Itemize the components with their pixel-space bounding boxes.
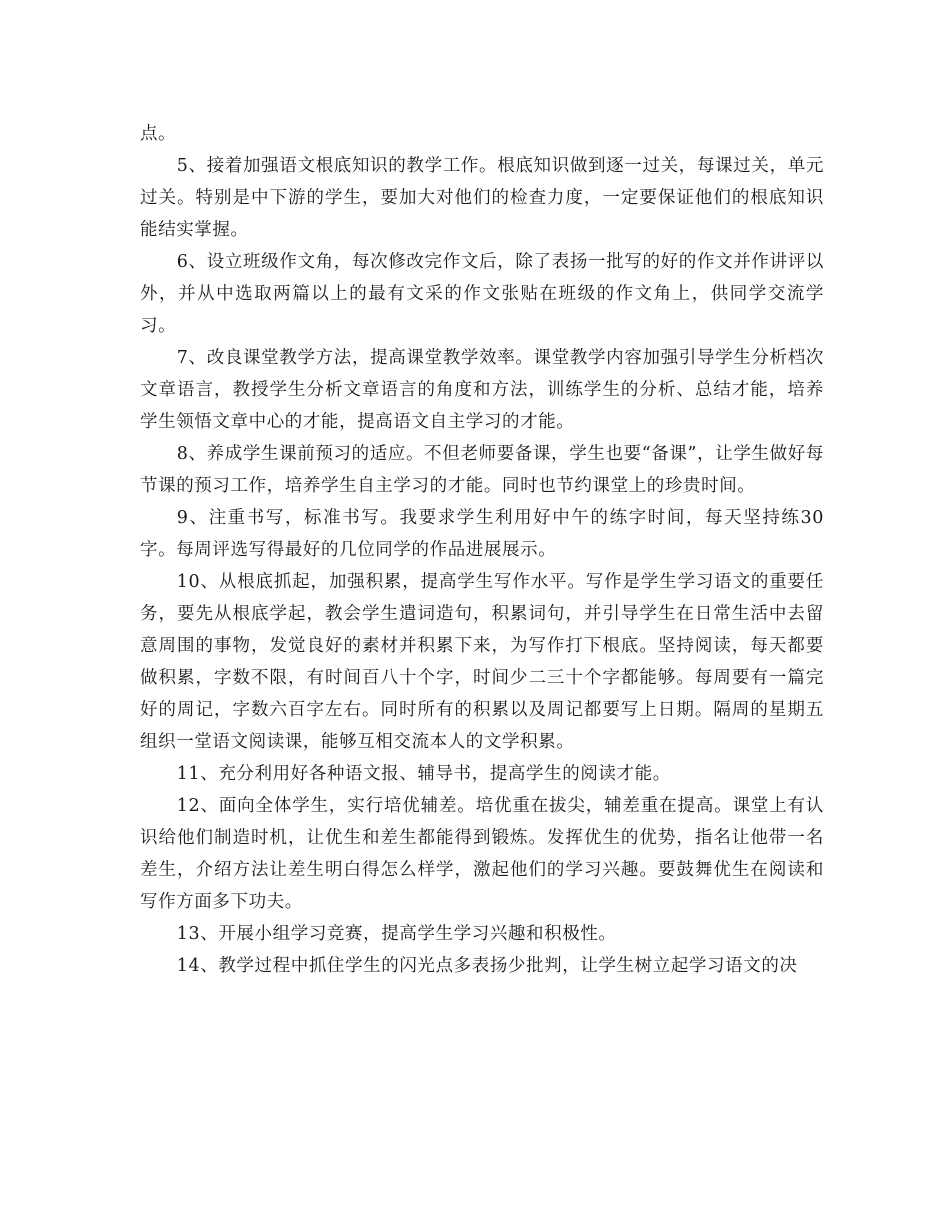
document-body (140, 118, 824, 982)
paragraph-item-10: 10、从根底抓起，加强积累，提高学生写作水平。写作是学生学习语文的重要任务，要先从根底学起，教会学生遣词造句，积累词句，并引导学生在日常生活中去留意周围的事物，发觉良好的素材并积累下来，为写作打下根底。坚持阅读，每天都要做积累，字数不限，有时间百八十个字，时间少二三十个字都能够。每周要有一篇完好的周记，字数六百字左右。同时所有的积累以及周记都要写上日期。隔周的星期五组织一堂语文阅读课，能够互相交流本人的文学积累。 (140, 572, 824, 752)
paragraph-item-6: 6、设立班级作文角，每次修改完作文后，除了表扬一批写的好的作文并作讲评以外，并从中选取两篇以上的最有文采的作文张贴在班级的作文角上，供同学交流学习。 (140, 252, 824, 336)
paragraph-item-7: 7、改良课堂教学方法，提高课堂教学效率。课堂教学内容加强引导学生分析档次文章语言，教授学生分析文章语言的角度和方法，训练学生的分析、总结才能，培养学生领悟文章中心的才能，提高语文自主学习的才能。 (140, 348, 824, 432)
paragraph-item-11: 11、充分利用好各种语文报、辅导书，提高学生的阅读才能。 (176, 764, 671, 784)
paragraph-item-9: 9、注重书写，标准书写。我要求学生利用好中午的练字时间，每天坚持练30字。每周评选写得最好的几位同学的作品进展展示。 (140, 508, 824, 560)
paragraph-continuation: 点。 (140, 124, 177, 144)
paragraph-item-13: 13、开展小组学习竞赛，提高学生学习兴趣和积极性。 (176, 924, 617, 944)
paragraph-item-5: 5、接着加强语文根底知识的教学工作。根底知识做到逐一过关，每课过关，单元过关。特别是中下游的学生，要加大对他们的检查力度，一定要保证他们的根底知识能结实掌握。 (140, 156, 824, 240)
paragraph-item-8: 8、养成学生课前预习的适应。不但老师要备课，学生也要“备课”，让学生做好每节课的预习工作，培养学生自主学习的才能。同时也节约课堂上的珍贵时间。 (140, 444, 824, 496)
paragraph-item-14: 14、教学过程中抓住学生的闪光点多表扬少批判，让学生树立起学习语文的决 (176, 956, 798, 976)
paragraph-item-12: 12、面向全体学生，实行培优辅差。培优重在拔尖，辅差重在提高。课堂上有认识给他们制造时机，让优生和差生都能得到锻炼。发挥优生的优势，指名让他带一名差生，介绍方法让差生明白得怎么样学，激起他们的学习兴趣。要鼓舞优生在阅读和写作方面多下功夫。 (140, 796, 824, 912)
